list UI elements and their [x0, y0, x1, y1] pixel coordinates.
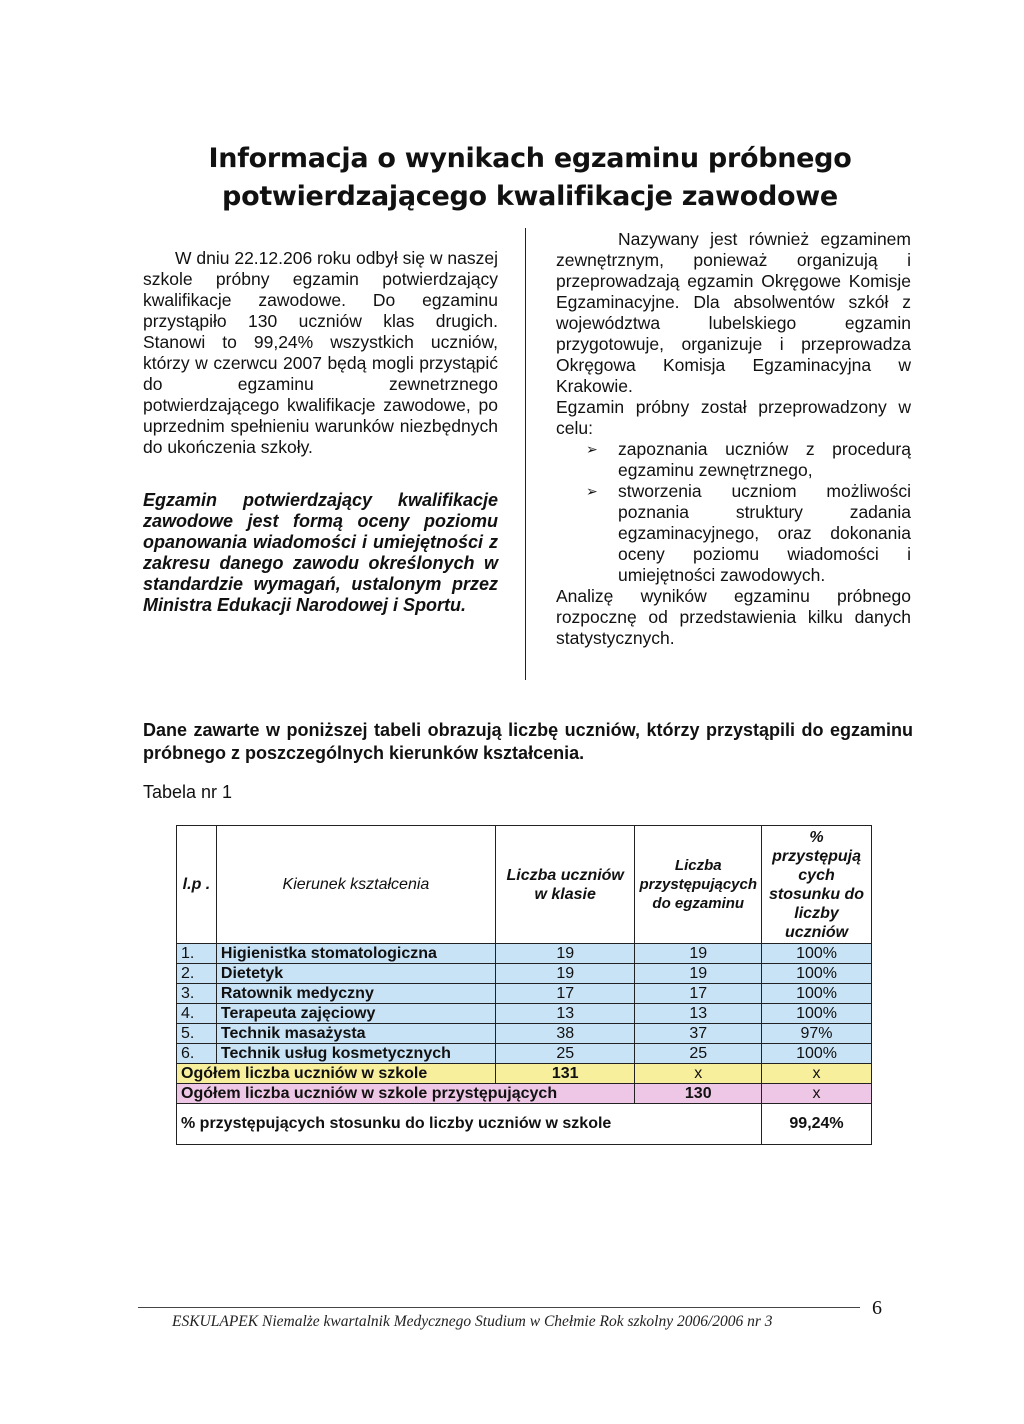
- table-caption: Tabela nr 1: [143, 782, 233, 802]
- total-attending-row: [177, 1084, 872, 1104]
- cell-name: Technik masażysta: [216, 1024, 495, 1044]
- cell-przyst: 19: [635, 944, 762, 964]
- cell-name: Technik usług kosmetycznych: [216, 1044, 495, 1064]
- percent-row-value: 99,24%: [762, 1104, 872, 1145]
- cell-nr: 2.: [177, 964, 217, 984]
- table-row: [177, 1044, 872, 1064]
- header-przystepujacy: Liczba przystępujących do egzaminu: [635, 826, 762, 944]
- arrow-bullet-icon: ➢: [586, 441, 598, 457]
- cell-name: Ratownik medyczny: [216, 984, 495, 1004]
- percent-row-label: % przystępujących stosunku do liczby uczniów w szkole: [177, 1104, 762, 1145]
- cell-klasa: 17: [495, 984, 635, 1004]
- emphasis-paragraph: Egzamin potwierdzający kwalifikacje zawodowe jest formą oceny poziomu opanowania wiadomości i umiejętności z zakresu danego zawodu określonych w standardzie wymagań, ustalonym przez Ministra Edukacji Narodowej i Sportu.: [143, 490, 498, 615]
- table-lead-paragraph: Dane zawarte w poniższej tabeli obrazują liczbę uczniów, którzy przystąpili do egzaminu próbnego z poszczególnych kierunków kształcenia.: [143, 720, 913, 763]
- cell-procent: 100%: [762, 1044, 872, 1064]
- right-paragraph-3: Analizę wyników egzaminu próbnego rozpocznę od przedstawienia kilku danych statystycznych.: [556, 586, 911, 648]
- total-attending-przyst: 130: [635, 1084, 762, 1104]
- total-students-row: [177, 1064, 872, 1084]
- total-attending-label: Ogółem liczba uczniów w szkole przystępujących: [177, 1084, 635, 1104]
- total-students-klasa: 131: [495, 1064, 635, 1084]
- cell-przyst: 25: [635, 1044, 762, 1064]
- title-line-2: potwierdzającego kwalifikacje zawodowe: [222, 181, 838, 212]
- table-row: [177, 1004, 872, 1024]
- cell-nr: 5.: [177, 1024, 217, 1044]
- total-students-przyst: x: [635, 1064, 762, 1084]
- cell-nr: 4.: [177, 1004, 217, 1024]
- cell-name: Dietetyk: [216, 964, 495, 984]
- results-table: [176, 825, 872, 1145]
- cell-klasa: 38: [495, 1024, 635, 1044]
- cell-klasa: 19: [495, 964, 635, 984]
- list-item: [556, 439, 911, 481]
- right-paragraph-2: Egzamin próbny został przeprowadzony w celu:: [556, 397, 911, 438]
- table-row: [177, 984, 872, 1004]
- total-students-label: Ogółem liczba uczniów w szkole: [177, 1064, 496, 1084]
- goals-list: [556, 439, 911, 586]
- cell-przyst: 19: [635, 964, 762, 984]
- cell-procent: 100%: [762, 1004, 872, 1024]
- header-klasa: Liczba uczniów w klasie: [495, 826, 635, 944]
- total-students-procent: x: [762, 1064, 872, 1084]
- cell-klasa: 19: [495, 944, 635, 964]
- right-column: [556, 229, 911, 649]
- header-kierunek: Kierunek kształcenia: [216, 826, 495, 944]
- header-procent: % przystępują cych stosunku do liczby uczniów: [762, 826, 872, 944]
- table-row: [177, 1024, 872, 1044]
- list-item-text: zapoznania uczniów z procedurą egzaminu zewnętrznego,: [618, 439, 911, 480]
- cell-name: Higienistka stomatologiczna: [216, 944, 495, 964]
- footer-text: ESKULAPEK Niemalże kwartalnik Medycznego Studium w Chełmie Rok szkolny 2006/2006 nr 3: [172, 1313, 773, 1330]
- column-divider: [525, 228, 526, 680]
- percent-row: [177, 1104, 872, 1145]
- cell-procent: 100%: [762, 984, 872, 1004]
- list-item-text: stworzenia uczniom możliwości poznania struktury zadania egzaminacyjnego, oraz dokonania oceny poziomu wiadomości i umiejętności zawodowych.: [618, 481, 911, 585]
- cell-procent: 100%: [762, 964, 872, 984]
- footer-rule: [138, 1307, 860, 1308]
- cell-nr: 3.: [177, 984, 217, 1004]
- left-column: [143, 248, 498, 616]
- cell-przyst: 17: [635, 984, 762, 1004]
- list-item: [556, 481, 911, 586]
- cell-klasa: 13: [495, 1004, 635, 1024]
- arrow-bullet-icon: ➢: [586, 483, 598, 499]
- intro-paragraph: W dniu 22.12.206 roku odbył się w naszej szkole próbny egzamin potwierdzający kwalifikacje zawodowe. Do egzaminu przystąpiło 130 uczniów klas drugich. Stanowi to 99,24% wszystkich uczniów, którzy w czerwcu 2007 będą mogli przystąpić do egzaminu zewnetrznego potwierdzającego kwalifikacje zawodowe, po uprzednim spełnieniu warunków niezbędnych do ukończenia szkoły.: [143, 248, 498, 457]
- cell-name: Terapeuta zajęciowy: [216, 1004, 495, 1024]
- right-paragraph-1: Nazywany jest również egzaminem zewnętrznym, ponieważ organizują i przeprowadzają egzamin Okręgowe Komisje Egzaminacyjne. Dla absolwentów szkół z województwa lubelskiego egzamin przygotowuje, organizuje i przeprowadza Okręgowa Komisja Egzaminacyjna w Krakowie.: [556, 229, 911, 396]
- cell-przyst: 13: [635, 1004, 762, 1024]
- cell-nr: 1.: [177, 944, 217, 964]
- cell-przyst: 37: [635, 1024, 762, 1044]
- total-attending-procent: x: [762, 1084, 872, 1104]
- cell-procent: 100%: [762, 944, 872, 964]
- cell-procent: 97%: [762, 1024, 872, 1044]
- table-header-row: [177, 826, 872, 944]
- cell-klasa: 25: [495, 1044, 635, 1064]
- table-row: [177, 944, 872, 964]
- table-row: [177, 964, 872, 984]
- header-lp: l.p .: [177, 826, 217, 944]
- title-line-1: Informacja o wynikach egzaminu próbnego: [208, 143, 852, 174]
- page-number: 6: [872, 1297, 882, 1319]
- document-title: [150, 140, 910, 216]
- cell-nr: 6.: [177, 1044, 217, 1064]
